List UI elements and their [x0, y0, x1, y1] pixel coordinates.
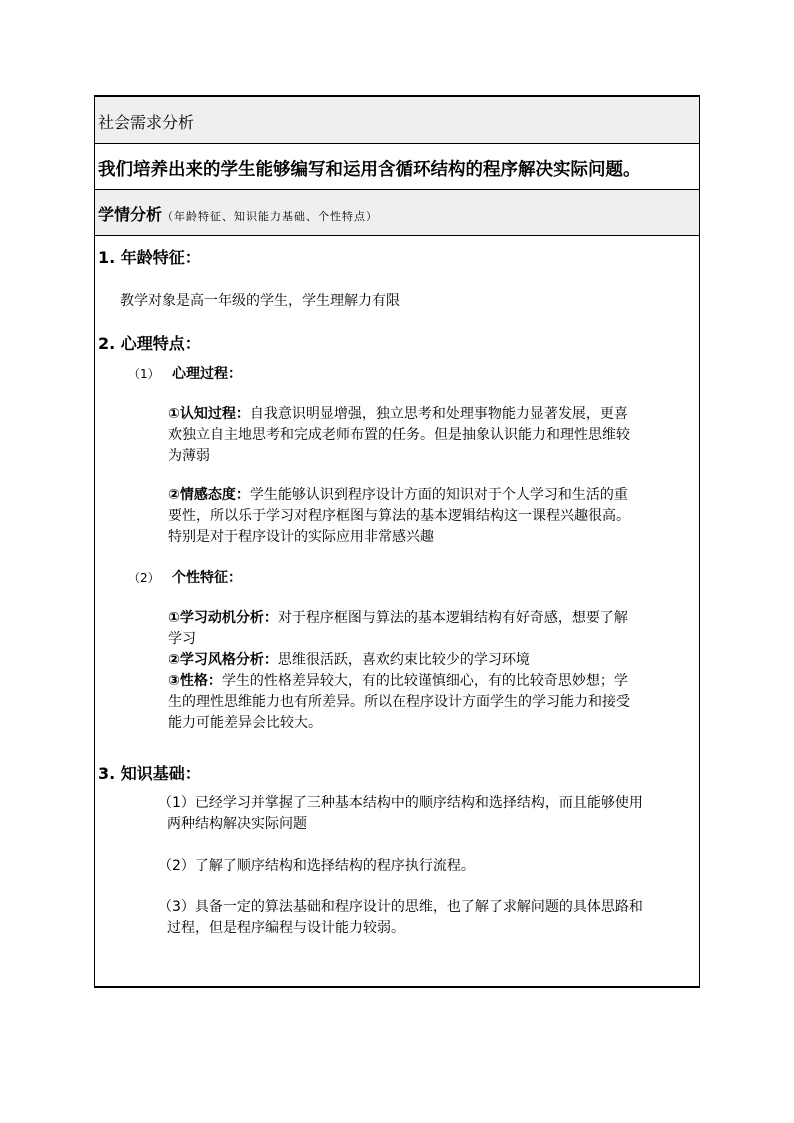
- cognitive-text-1: 自我意识明显增强，独立思考和处理事物能力显著发展，更喜: [249, 406, 628, 422]
- knowledge-2-line-1: （2）了解了顺序结构和选择结构的程序执行流程。: [158, 858, 475, 874]
- character-text-1: 学生的性格差异较大，有的比较谨慎细心，有的比较奇思妙想；学: [221, 673, 628, 689]
- knowledge-item-3: [158, 897, 643, 939]
- motivation-label: ①学习动机分析：: [168, 610, 278, 626]
- age-text: 教学对象是高一年级的学生，学生理解力有限: [120, 293, 400, 309]
- style-label: ②学习风格分析：: [168, 652, 278, 668]
- knowledge-item-1: [158, 793, 643, 835]
- motivation-line-1: [168, 608, 630, 629]
- personality-details: [168, 608, 630, 734]
- cognitive-label: ①认知过程：: [168, 406, 250, 422]
- knowledge-3-line-2: 过程，但是程序编程与设计能力较弱。: [167, 920, 405, 936]
- knowledge-1-line-1: （1）已经学习并掌握了三种基本结构中的顺序结构和选择结构，而且能够使用: [158, 795, 643, 811]
- character-label: ③性格：: [168, 673, 222, 689]
- psych-process-heading: [128, 364, 242, 385]
- emotional-line-3: 特别是对于程序设计的实际应用非常感兴趣: [168, 529, 434, 545]
- emotional-line-1: [168, 485, 630, 506]
- character-line-1: [168, 671, 630, 692]
- personality-heading: [128, 568, 242, 589]
- psych-process-label: 心理过程：: [172, 366, 242, 382]
- psych-process-num: （1）: [128, 367, 160, 381]
- training-goal-row: [95, 144, 699, 190]
- cognitive-line-2: 欢独立自主地思考和完成老师布置的任务。但是抽象认识能力和理性思维较: [168, 427, 630, 443]
- personality-label: 个性特征：: [172, 570, 242, 586]
- motivation-line-2: 学习: [168, 631, 196, 647]
- knowledge-item-2: [158, 856, 475, 877]
- social-demand-row: [95, 97, 699, 144]
- analysis-table: [94, 95, 700, 988]
- learner-analysis-subtitle: （年龄特征、知识能力基础、个性特点）: [162, 210, 379, 223]
- knowledge-heading: 3. 知识基础：: [98, 764, 201, 783]
- cognitive-line-3: 为薄弱: [168, 448, 210, 464]
- psych-heading: 2. 心理特点：: [98, 334, 201, 353]
- style-text-1: 思维很活跃，喜欢约束比较少的学习环境: [277, 652, 530, 668]
- cognitive-process: [168, 404, 630, 467]
- character-line-2: 生的理性思维能力也有所差异。所以在程序设计方面学生的学习能力和接受: [168, 694, 630, 710]
- age-heading: 1. 年龄特征：: [98, 248, 201, 267]
- cognitive-line-1: [168, 404, 630, 425]
- emotional-text-1: 学生能够认识到程序设计方面的知识对于个人学习和生活的重: [249, 487, 628, 503]
- learner-analysis-title: [98, 202, 378, 225]
- style-line-1: [168, 650, 630, 671]
- personality-num: （2）: [128, 571, 160, 585]
- learner-analysis-body: [95, 236, 699, 986]
- motivation-text-1: 对于程序框图与算法的基本逻辑结构有好奇感，想要了解: [277, 610, 628, 626]
- emotional-line-2: 要性，所以乐于学习对程序框图与算法的基本逻辑结构这一课程兴趣很高。: [168, 508, 630, 524]
- learner-analysis-label: 学情分析: [98, 205, 163, 224]
- knowledge-1-line-2: 两种结构解决实际问题: [167, 816, 307, 832]
- knowledge-3-line-1: （3）具备一定的算法基础和程序设计的思维，也了解了求解问题的具体思路和: [158, 899, 643, 915]
- emotional-label: ②情感态度：: [168, 487, 250, 503]
- character-line-3: 能力可能差异会比较大。: [168, 715, 322, 731]
- training-goal-text: 我们培养出来的学生能够编写和运用含循环结构的程序解决实际问题。: [98, 160, 641, 180]
- emotional-attitude: [168, 485, 630, 548]
- social-demand-title: 社会需求分析: [98, 113, 195, 132]
- learner-analysis-row: [95, 190, 699, 236]
